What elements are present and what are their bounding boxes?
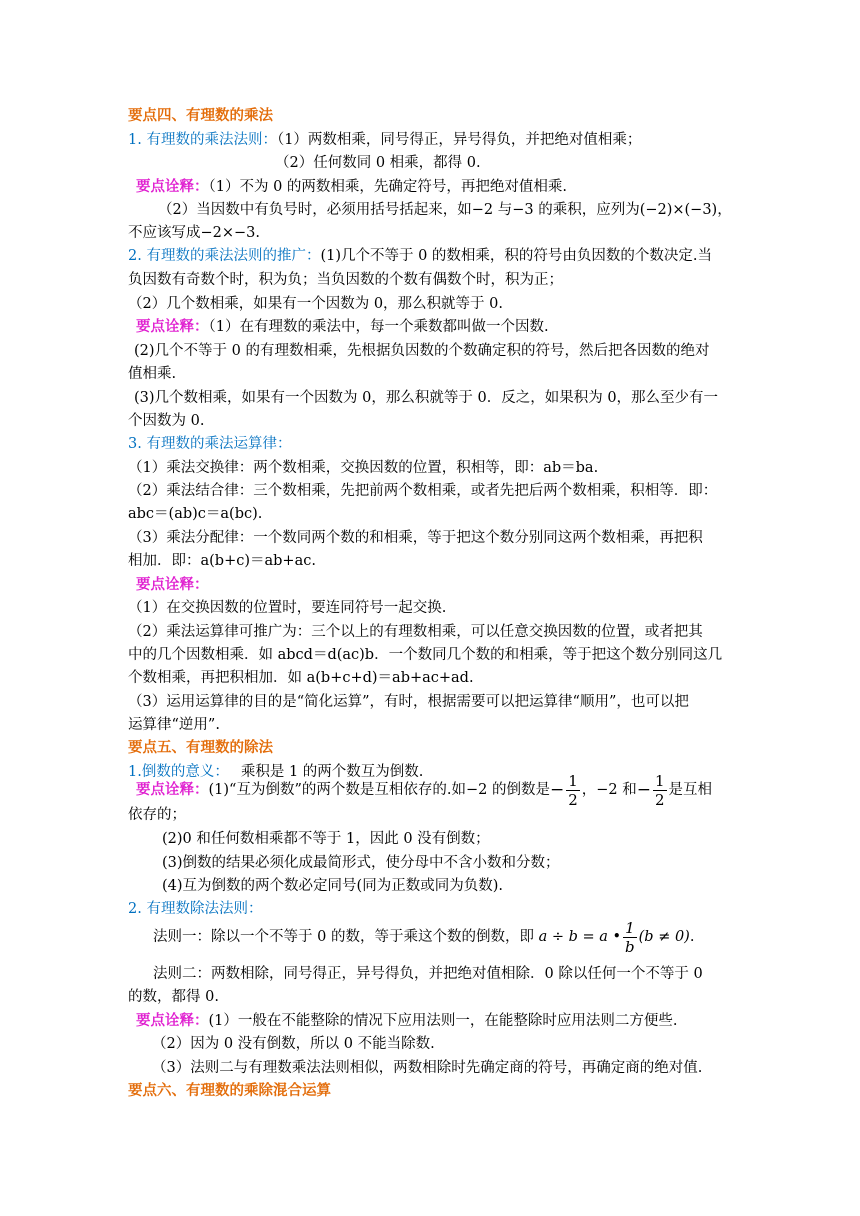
note-label: 要点诠释： bbox=[136, 318, 209, 335]
note-2-line-3b: 个因数为 0. bbox=[128, 413, 205, 429]
division-rule-2b: 的数，都得 0. bbox=[128, 989, 219, 1005]
law-3: （3）乘法分配律：一个数同两个数的和相乘，等于把这个数分别同这两个数相乘，再把积 bbox=[128, 530, 703, 546]
note-text-a: (1)“互为倒数”的两个数是互相依存的.如−2 的倒数是 bbox=[208, 782, 550, 798]
note-4-line-1d: 依存的； bbox=[128, 807, 186, 823]
note-4-line-3: (3)倒数的结果必须化成最简形式，使分母中不含小数和分数； bbox=[162, 855, 560, 871]
generalization-line-2: （2）几个数相乘，如果有一个因数为 0，那么积就等于 0. bbox=[128, 296, 504, 312]
law-1: （1）乘法交换律：两个数相乘，交换因数的位置，积相等，即：ab＝ba. bbox=[128, 460, 599, 476]
note-5-line-3: （3）法则二与有理数乘法法则相似，两数相除时先确定商的符号，再确定商的绝对值. bbox=[152, 1060, 703, 1076]
fraction-one-half: $\frac{1}{2}$ bbox=[655, 771, 665, 809]
note-3-line-3: （3）运用运算律的目的是“简化运算”，有时，根据需要可以把运算律“顺用”，也可以把 bbox=[128, 694, 689, 710]
division-formula: a ÷ b = a • $\frac{1}{b}$ (b ≠ 0) bbox=[538, 918, 690, 956]
law-3b: 相加．即：a(b+c)＝ab+ac. bbox=[128, 553, 316, 569]
note-text-c: 是互相 bbox=[668, 782, 713, 798]
note-label: 要点诠释： bbox=[136, 781, 209, 798]
division-rule-2: 法则二：两数相除，同号得正，异号得负，并把绝对值相除．0 除以任何一个不等于 0 bbox=[153, 966, 703, 982]
section-4-title: 要点四、有理数的乘法 bbox=[128, 107, 273, 124]
note-5-line-2: （2）因为 0 没有倒数，所以 0 不能当除数. bbox=[152, 1036, 435, 1052]
note-2-line-2b: 值相乘. bbox=[128, 366, 177, 382]
rule-label: 1. 有理数的乘法法则： bbox=[128, 132, 277, 148]
division-rule-label: 2. 有理数除法法则： bbox=[128, 901, 263, 917]
fraction-one-half: $\frac{1}{2}$ bbox=[568, 771, 578, 809]
division-rule-1: 法则一：除以一个不等于 0 的数，等于乘这个数的倒数，即 a ÷ b = a • $\frac{1}{b}$ (b ≠ 0). bbox=[153, 918, 695, 956]
note-text: （1）不为 0 的两数相乘，先确定符号，再把绝对值相乘. bbox=[208, 179, 568, 195]
multiplication-rule bbox=[128, 128, 641, 152]
note-3-line-2c: 个数相乘，再把积相加．如 a(b+c+d)＝ab+ac+ad. bbox=[128, 670, 474, 686]
generalization-label: 2. 有理数的乘法法则的推广： bbox=[128, 248, 321, 264]
note-3-line-2b: 中的几个因数相乘．如 abcd＝d(ac)b．一个数同几个数的和相乘，等于把这个数分别同这几 bbox=[128, 647, 723, 663]
law-2b: abc＝(ab)c＝a(bc). bbox=[128, 506, 263, 522]
minus-sign: − bbox=[636, 780, 651, 800]
note-3-line-2: （2）乘法运算律可推广为：三个以上的有理数相乘，可以任意交换因数的位置，或者把其 bbox=[128, 624, 703, 640]
note-2-line-3: (3)几个数相乘，如果有一个因数为 0，那么积就等于 0．反之，如果积为 0，那么至少有一 bbox=[134, 390, 719, 406]
note-2-line-1 bbox=[136, 315, 549, 339]
section-5-title: 要点五、有理数的除法 bbox=[128, 739, 273, 756]
note-text: （1）在有理数的乘法中，每一个乘数都叫做一个因数. bbox=[208, 319, 549, 335]
note-text-b: ，−2 和 bbox=[581, 782, 637, 798]
note-text: (1）一般在不能整除的情况下应用法则一，在能整除时应用法则二方便些. bbox=[208, 1013, 678, 1029]
reciprocal-label: 1.倒数的意义： bbox=[128, 764, 229, 780]
note-1-line-b: （2）当因数中有负号时，必须用括号括起来，如−2 与−3 的乘积，应列为(−2)×(−3)， bbox=[158, 202, 732, 218]
rule-2: （2）任何数同 0 相乘，都得 0. bbox=[275, 155, 481, 171]
note-3-line-1: （1）在交换因数的位置时，要连同符号一起交换. bbox=[128, 600, 447, 616]
note-3-label: 要点诠释： bbox=[136, 576, 209, 593]
fraction-one-over-b: $\frac{1}{b}$ bbox=[625, 918, 635, 956]
laws-label: 3. 有理数的乘法运算律： bbox=[128, 436, 292, 452]
note-2-line-2: (2)几个不等于 0 的有理数相乘，先根据负因数的个数确定积的符号，然后把各因数的绝对 bbox=[134, 343, 710, 359]
law-2: （2）乘法结合律：三个数相乘，先把前两个数相乘，或者先把后两个数相乘，积相等．即： bbox=[128, 483, 718, 499]
note-4-line-2: (2)0 和任何数相乘都不等于 1，因此 0 没有倒数； bbox=[162, 831, 490, 847]
note-1-line-b2: 不应该写成−2×−3. bbox=[128, 225, 261, 241]
note-4-line-1 bbox=[136, 770, 712, 814]
note-label: 要点诠释： bbox=[136, 1012, 209, 1029]
minus-sign: − bbox=[549, 780, 565, 800]
generalization-line-1 bbox=[128, 244, 712, 268]
note-4-line-4: (4)互为倒数的两个数必定同号(同为正数或同为负数). bbox=[162, 878, 503, 894]
note-label: 要点诠释： bbox=[136, 178, 209, 195]
section-6-title: 要点六、有理数的乘除混合运算 bbox=[128, 1082, 331, 1099]
rule-1: （1）两数相乘，同号得正，异号得负，并把绝对值相乘； bbox=[276, 132, 642, 148]
note-1-line-a bbox=[136, 175, 567, 199]
note-5-line-1 bbox=[136, 1009, 678, 1033]
reciprocal-text: 乘积是 1 的两个数互为倒数. bbox=[240, 764, 424, 780]
generalization-line-1b: 负因数有奇数个时，积为负；当负因数的个数有偶数个时，积为正； bbox=[128, 272, 563, 288]
note-3-line-3b: 运算律“逆用”. bbox=[128, 717, 220, 733]
generalization-text: (1)几个不等于 0 的数相乘，积的符号由负因数的个数决定.当 bbox=[320, 248, 713, 264]
rule-1-text: 法则一：除以一个不等于 0 的数，等于乘这个数的倒数，即 bbox=[153, 929, 534, 945]
